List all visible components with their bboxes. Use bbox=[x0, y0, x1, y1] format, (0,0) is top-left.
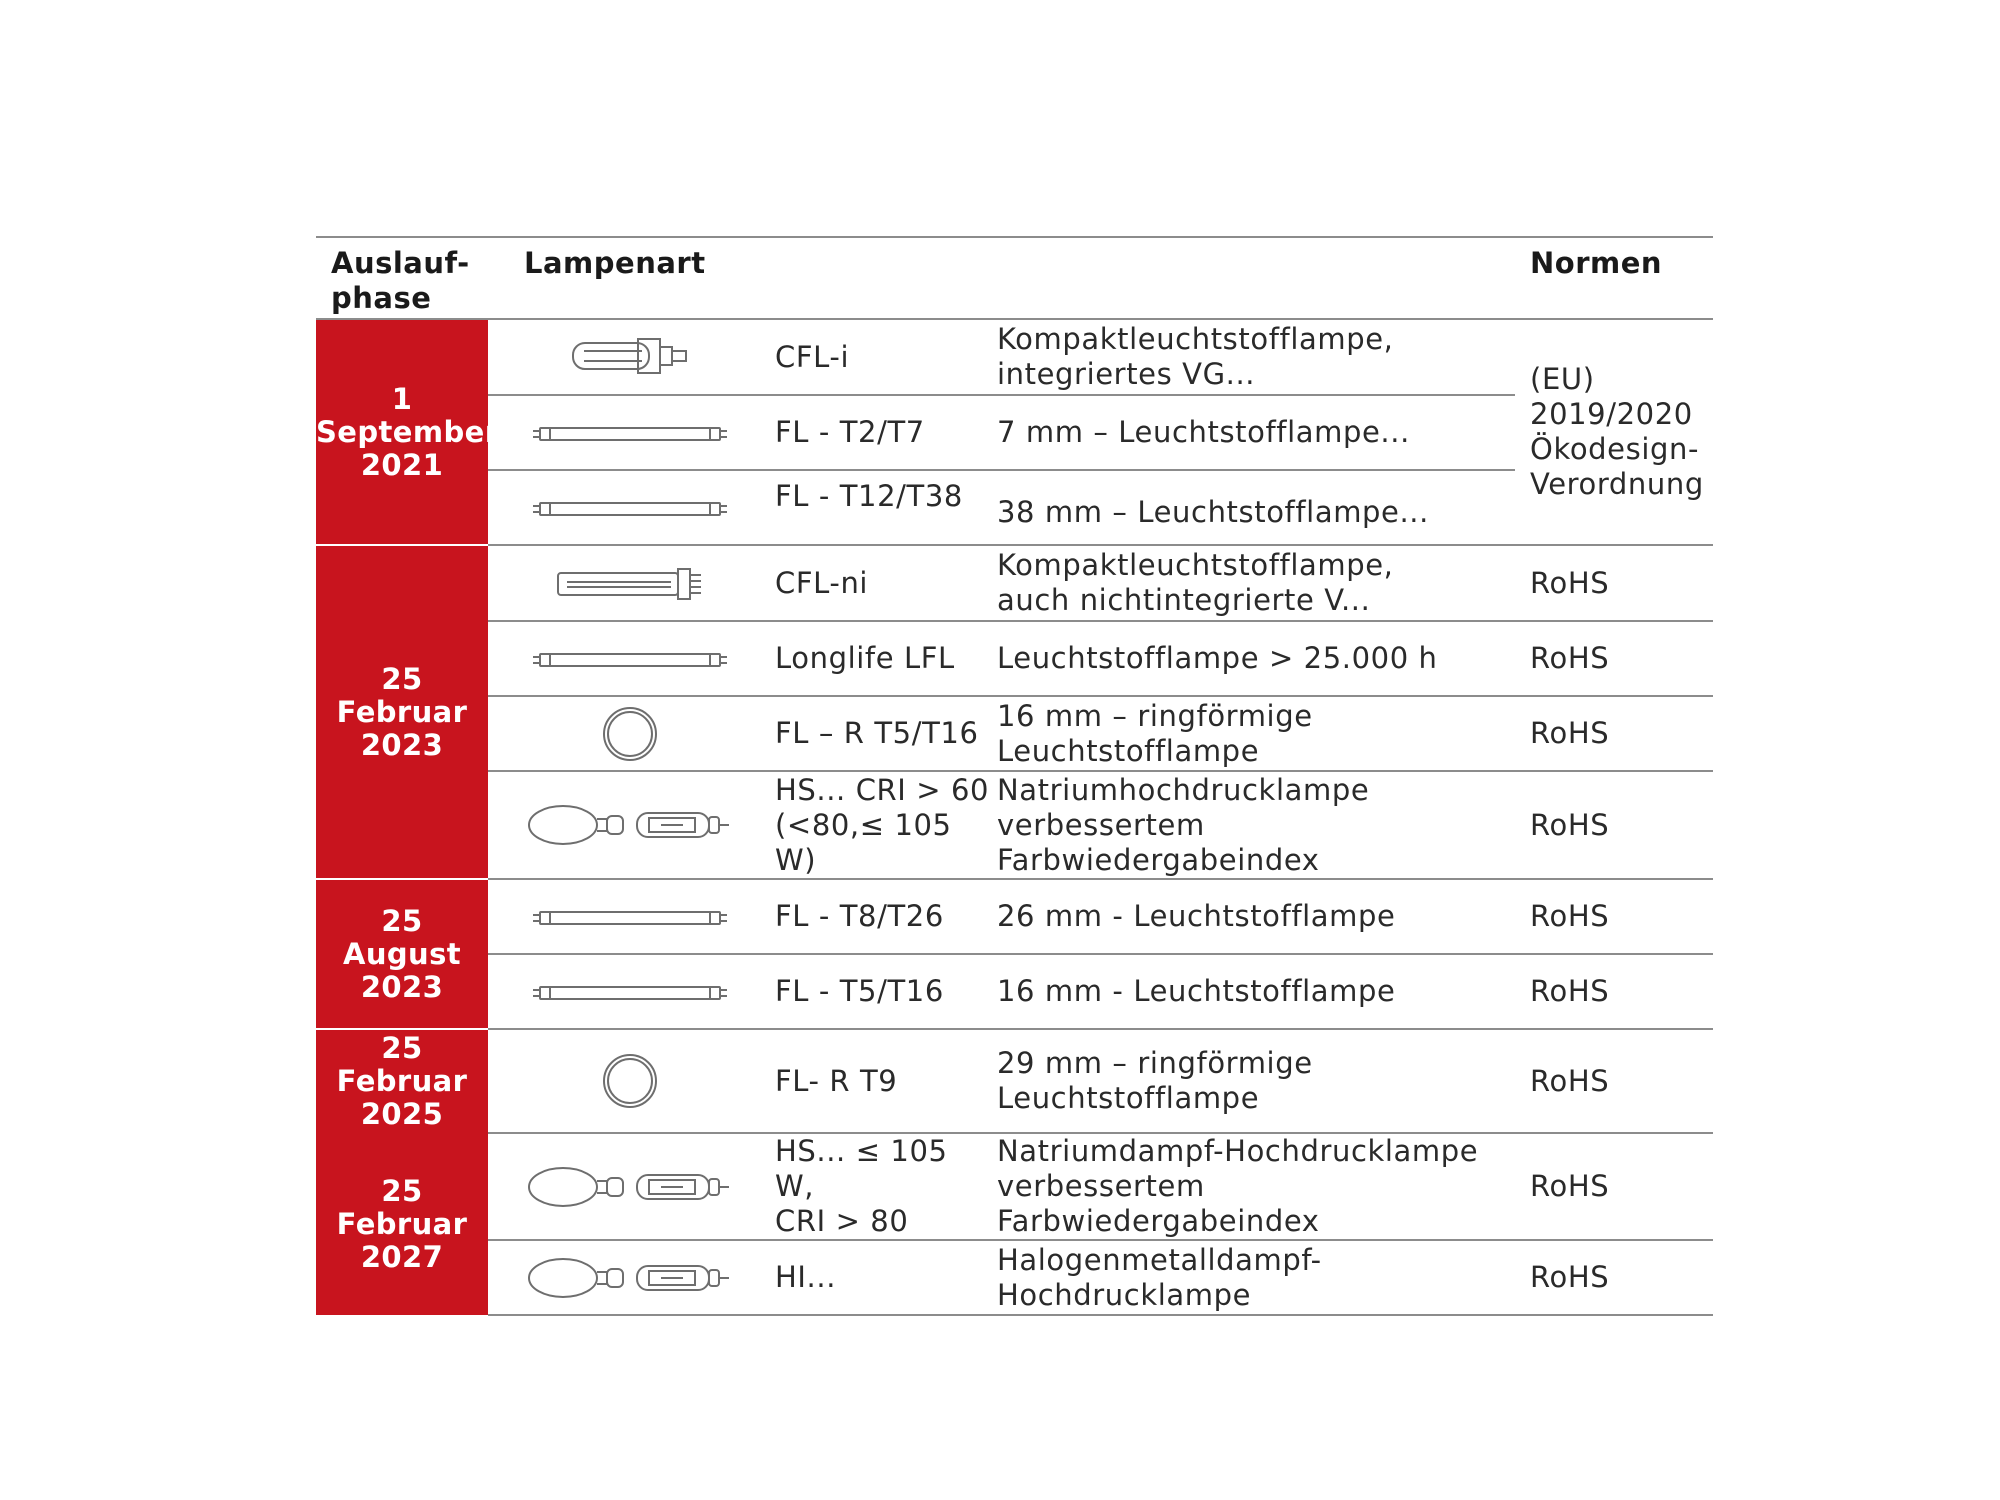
table-row bbox=[316, 954, 1713, 1029]
table-row bbox=[316, 545, 1713, 621]
lamp-icon-cell bbox=[488, 879, 771, 954]
norm-reference: RoHS bbox=[1515, 621, 1713, 696]
table-row bbox=[316, 470, 1713, 545]
cfl-non-integrated-icon bbox=[555, 567, 705, 601]
lamp-description: 26 mm - Leuchtstofflampe bbox=[992, 879, 1515, 954]
lamp-description: Leuchtstofflampe > 25.000 h bbox=[992, 621, 1515, 696]
phase-date: 25 Februar 2023 bbox=[316, 545, 488, 879]
lamp-description: Kompaktleuchtstofflampe, auch nichtintegrierte V... bbox=[992, 545, 1515, 621]
ring-tube-icon bbox=[600, 704, 660, 764]
lamp-code: FL – R T5/T16 bbox=[771, 696, 992, 771]
lamp-icon-cell bbox=[488, 1029, 771, 1133]
lamp-code: CFL-i bbox=[771, 319, 992, 395]
norm-reference: RoHS bbox=[1515, 1240, 1713, 1315]
lamp-description: 16 mm - Leuchtstofflampe bbox=[992, 954, 1515, 1029]
lamp-description: 29 mm – ringförmige Leuchtstofflampe bbox=[992, 1029, 1515, 1133]
norm-reference: RoHS bbox=[1515, 1029, 1713, 1133]
ring-tube-icon bbox=[600, 1051, 660, 1111]
table-row bbox=[316, 879, 1713, 954]
table-row bbox=[316, 621, 1713, 696]
lamp-icon-cell bbox=[488, 1133, 771, 1240]
lamp-code: FL- R T9 bbox=[771, 1029, 992, 1133]
lamp-icon-cell bbox=[488, 1240, 771, 1315]
lamp-icon-cell bbox=[488, 395, 771, 470]
lamp-description: Halogenmetalldampf- Hochdrucklampe bbox=[992, 1240, 1515, 1315]
lamp-description: 16 mm – ringförmige Leuchtstofflampe bbox=[992, 696, 1515, 771]
lamp-code: HS... CRI > 60 (<80,≤ 105 W) bbox=[771, 771, 992, 879]
linear-tube-icon bbox=[530, 906, 730, 930]
lamp-icon-cell bbox=[488, 954, 771, 1029]
lamp-icon-cell bbox=[488, 319, 771, 395]
lamp-icon-cell bbox=[488, 621, 771, 696]
norm-reference: (EU) 2019/2020 Ökodesign- Verordnung bbox=[1515, 319, 1713, 545]
lamp-icon-cell bbox=[488, 771, 771, 879]
header-phase: Auslauf- phase bbox=[316, 237, 488, 319]
lamp-code: FL - T8/T26 bbox=[771, 879, 992, 954]
lamp-description: 38 mm – Leuchtstofflampe... bbox=[992, 470, 1515, 545]
lamp-description: Natriumdampf-Hochdrucklampe verbessertem Farbwiedergabeindex bbox=[992, 1133, 1515, 1240]
linear-tube-icon bbox=[530, 981, 730, 1005]
norm-reference: RoHS bbox=[1515, 1133, 1713, 1240]
hid-lamp-icon bbox=[525, 1163, 735, 1211]
lamp-code: CFL-ni bbox=[771, 545, 992, 621]
lamp-icon-cell bbox=[488, 545, 771, 621]
lamp-description: Kompaktleuchtstofflampe, integriertes VG... bbox=[992, 319, 1515, 395]
phase-date: 25 Februar 2027 bbox=[316, 1133, 488, 1315]
norm-reference: RoHS bbox=[1515, 545, 1713, 621]
linear-tube-icon bbox=[530, 497, 730, 521]
lamp-code: FL - T12/T38 bbox=[771, 470, 992, 545]
phase-out-table bbox=[316, 236, 1713, 1316]
norm-reference: RoHS bbox=[1515, 879, 1713, 954]
table-row bbox=[316, 395, 1713, 470]
phase-date: 1 September 2021 bbox=[316, 319, 488, 545]
table-row bbox=[316, 696, 1713, 771]
norm-reference: RoHS bbox=[1515, 696, 1713, 771]
lamp-code: FL - T2/T7 bbox=[771, 395, 992, 470]
table-row bbox=[316, 319, 1713, 395]
norm-reference: RoHS bbox=[1515, 954, 1713, 1029]
header-norms: Normen bbox=[1515, 237, 1713, 319]
hid-lamp-icon bbox=[525, 1254, 735, 1302]
lamp-description: Natriumhochdrucklampe verbessertem Farbwiedergabeindex bbox=[992, 771, 1515, 879]
linear-tube-icon bbox=[530, 422, 730, 446]
header-lamp-type: Lampenart bbox=[488, 237, 1515, 319]
header-row bbox=[316, 237, 1713, 319]
table-row bbox=[316, 771, 1713, 879]
cfl-integrated-icon bbox=[570, 335, 690, 379]
lamp-description: 7 mm – Leuchtstofflampe... bbox=[992, 395, 1515, 470]
lamp-icon-cell bbox=[488, 696, 771, 771]
lamp-code: FL - T5/T16 bbox=[771, 954, 992, 1029]
lamp-code: HI... bbox=[771, 1240, 992, 1315]
table-row bbox=[316, 1240, 1713, 1315]
table-row bbox=[316, 1029, 1713, 1133]
lamp-icon-cell bbox=[488, 470, 771, 545]
hid-lamp-icon bbox=[525, 801, 735, 849]
norm-reference: RoHS bbox=[1515, 771, 1713, 879]
phase-date: 25 Februar 2025 bbox=[316, 1029, 488, 1133]
phase-date: 25 August 2023 bbox=[316, 879, 488, 1029]
table-row bbox=[316, 1133, 1713, 1240]
lamp-code: HS... ≤ 105 W, CRI > 80 bbox=[771, 1133, 992, 1240]
linear-tube-icon bbox=[530, 648, 730, 672]
lamp-code: Longlife LFL bbox=[771, 621, 992, 696]
